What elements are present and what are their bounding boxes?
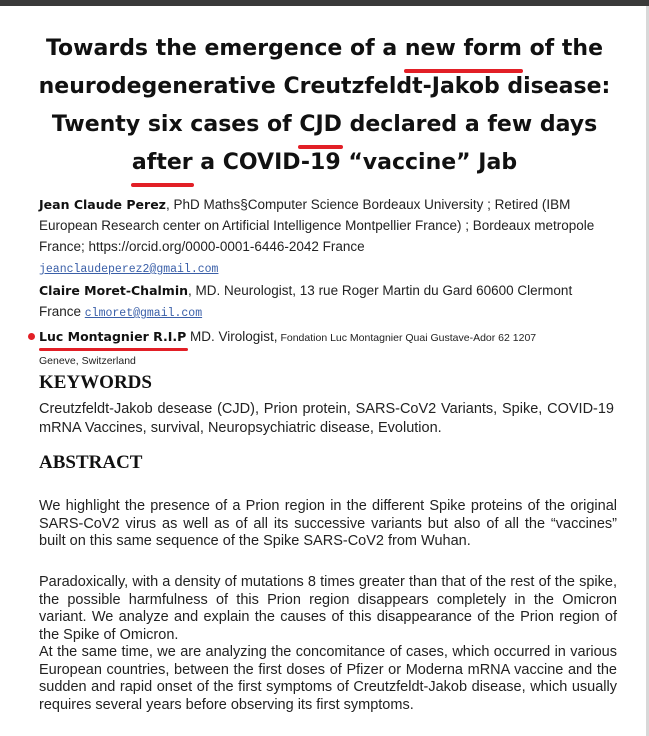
abstract-paragraph-1: We highlight the presence of a Prion region in the different Spike proteins of the original SARS-CoV2 virus as well as of all its successive variants but also of all the “vaccines” built on this same sequence of the Spike SARS-CoV2 from Wuhan. (39, 498, 617, 549)
highlight-new-form: new form (405, 30, 522, 68)
title-line-1 (30, 30, 619, 68)
author-affiliation: , PhD Maths§Computer Science Bordeaux University ; Retired (IBM European Research center on Artificial Intelligence Montpellier France) ; Bordeaux metropole France; https://orcid.org/0000-0001-6446-2042 France (39, 197, 595, 254)
author-affiliation: , MD. Neurologist, 13 rue Roger Martin du Gard 60600 Clermont France (39, 283, 573, 319)
abstract-heading: ABSTRACT (39, 452, 143, 473)
author-email-link[interactable]: clmoret@gmail.com (84, 307, 203, 320)
abstract-paragraph-3: At the same time, we are analyzing the concomitance of cases, which occurred in various European countries, between the first doses of Pfizer or Moderna mRNA vaccine and the sudden and rapid onset of the first symptoms of Creutzfeldt-Jakob disease, which usually requires several years before observing its first symptoms. (39, 644, 617, 713)
keywords-heading: KEYWORDS (39, 372, 152, 393)
annotation-dot (28, 333, 35, 340)
author-affiliation-detail: Fondation Luc Montagnier Quai Gustave-Ador 62 1207 (277, 332, 537, 344)
author-3 (39, 326, 614, 370)
author-name: Jean Claude Perez (39, 197, 166, 212)
author-affiliation: MD. Virologist, (186, 329, 278, 344)
title-text: Towards the emergence of a (45, 36, 405, 61)
author-name: Luc Montagnier R.I.P (39, 326, 186, 347)
author-email-link[interactable]: jeanclaudeperez2@gmail.com (39, 263, 219, 276)
author-block (39, 194, 614, 370)
highlight-cjd: CJD (299, 106, 342, 144)
abstract-paragraph-2: Paradoxically, with a density of mutations 8 times greater than that of the rest of the spike, the possible harmfulness of this Prion region disappears completely in the Omicron variant. We analyze and explain the causes of this disappearance of the Prion region of the Spike of Omicron. (39, 574, 617, 643)
author-affiliation-cont: Geneve, Switzerland (39, 355, 136, 367)
viewer-top-bar (0, 0, 649, 6)
title-line-4 (30, 144, 619, 182)
keywords-text: Creutzfeldt-Jakob desease (CJD), Prion protein, SARS-CoV2 Variants, Spike, COVID-19 mRNA Vaccines, survival, Neuropsychiatric disease, Evolution. (39, 401, 614, 436)
author-1 (39, 194, 614, 280)
title-line-3 (30, 106, 619, 144)
title-text: Twenty six cases of (51, 112, 300, 137)
author-2 (39, 280, 614, 324)
author-name: Claire Moret-Chalmin (39, 283, 189, 298)
title-text: of the (521, 36, 604, 61)
paper-title (30, 30, 619, 182)
title-text: a COVID-19 “vaccine” Jab (192, 150, 518, 175)
title-line-2: neurodegenerative Creutzfeldt-Jakob disease: (38, 74, 611, 99)
title-text: declared a few days (341, 112, 598, 137)
highlight-after: after (132, 144, 193, 182)
